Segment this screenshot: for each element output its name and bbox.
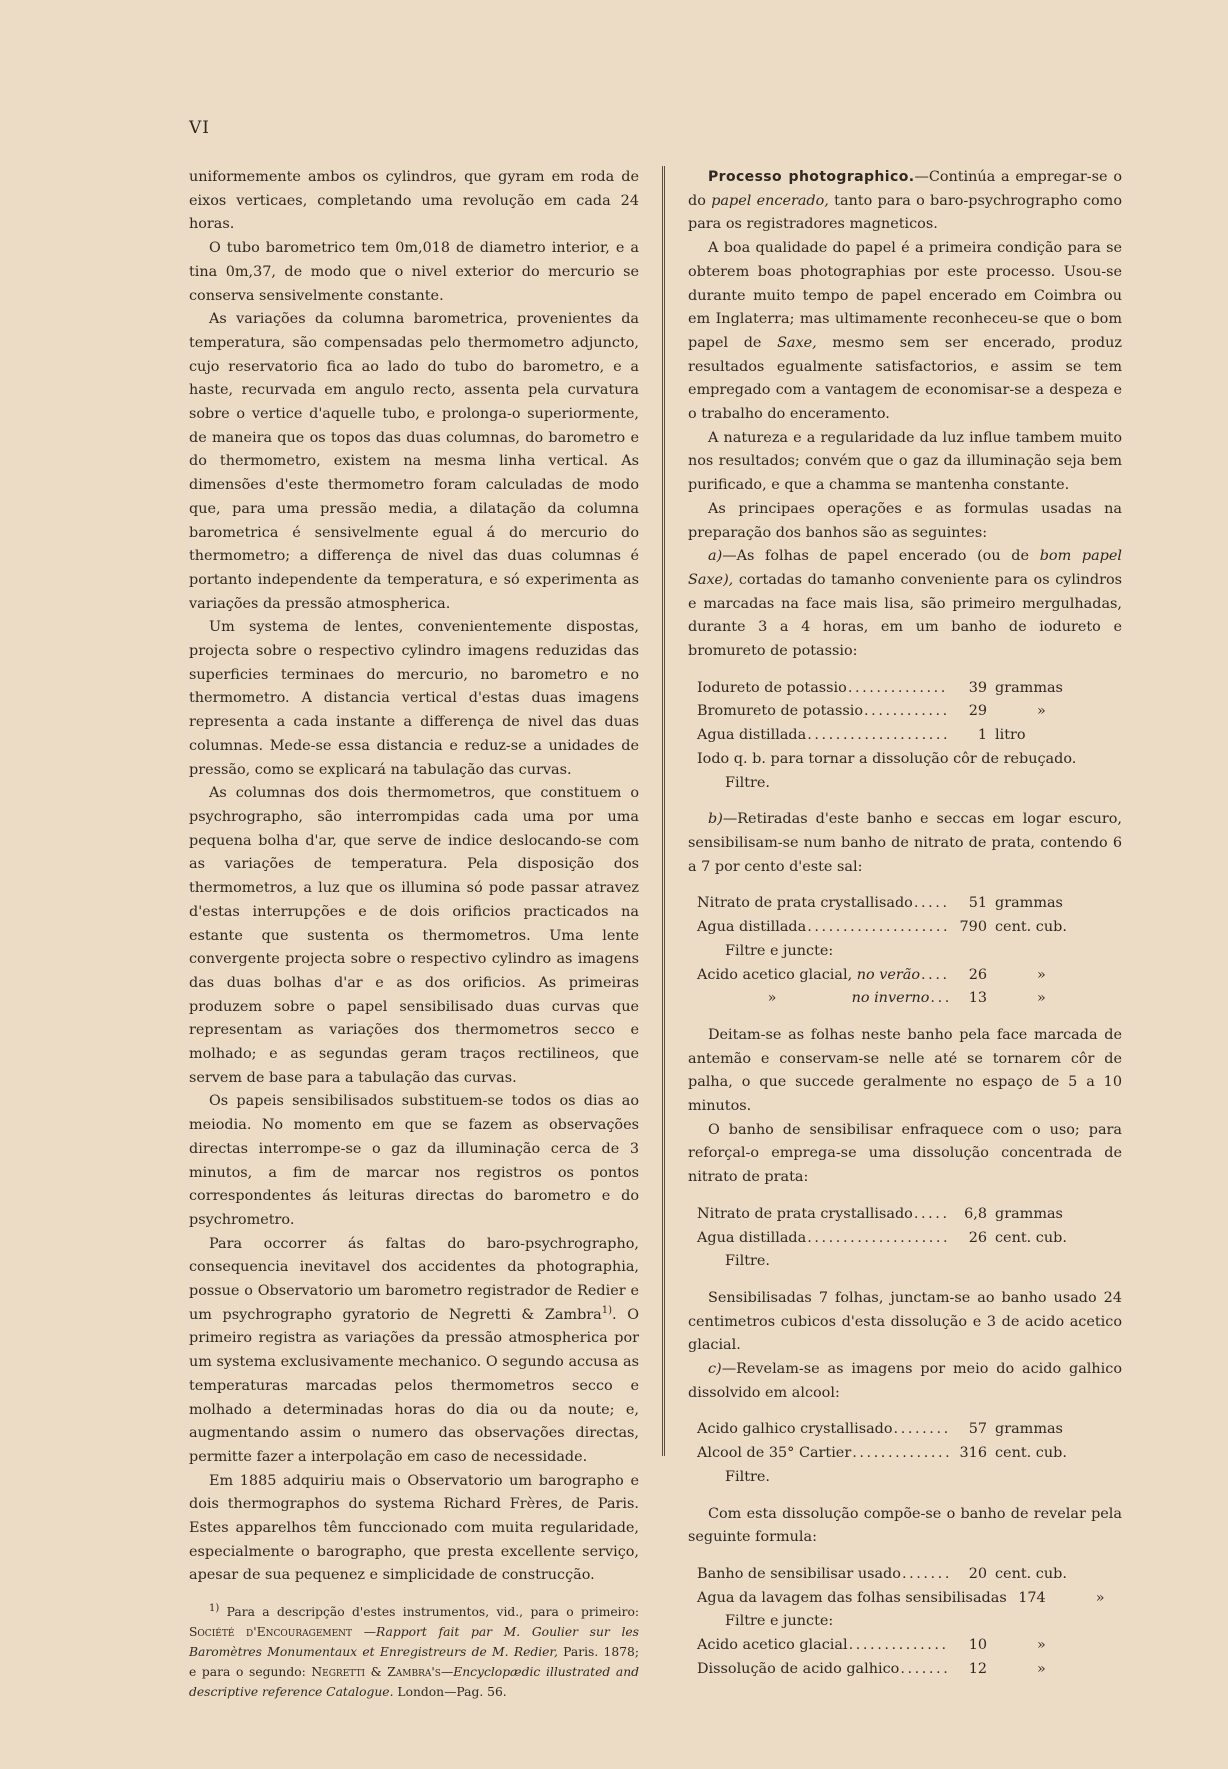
- paragraph: Deitam-se as folhas neste banho pela face marcada de antemão e conservam-se nelle até se tornarem côr de palha, o que succede geralmente no espaço de 5 a 10 minutos.: [688, 1026, 1122, 1115]
- paragraph: A natureza e a regularidade da luz influe tambem muito nos resultados; convém que o gaz da illuminação seja bem purificado, e que a chamma se mantenha constante.: [688, 429, 1122, 494]
- text: cortadas do tamanho conveniente para os cylindros e marcadas na face mais lisa, são primeiro mergulhadas, durante 3 a 4 horas, em um banho de iodureto e bromureto de potassio:: [688, 571, 1122, 660]
- text: —Retiradas d'este banho e seccas em logar escuro, sensibilisam-se num banho de nitrato de prata, contendo 6 a 7 por cento d'este sal:: [688, 811, 1122, 875]
- quantity: 26: [968, 1229, 987, 1246]
- paragraph: Os papeis sensibilisados substituem-se todos os dias ao meiodia. No momento em que se fazem as observações directas interrompe-se o gaz da illuminação cerca de 3 minutos, a fim de marcar nos registros os pontos correspondentes ás leituras directas do barometro e do psychrometro.: [189, 1093, 639, 1228]
- recipe-filter: Filtre.: [725, 1468, 770, 1485]
- quantity: 10: [968, 1637, 987, 1654]
- recipe-row: [697, 677, 1107, 701]
- recipe-row: [697, 1587, 1107, 1611]
- unit: »: [1037, 1660, 1046, 1677]
- paragraph: Com esta dissolução compõe-se o banho de revelar pela seguinte formula:: [688, 1505, 1122, 1546]
- quantity: 51: [968, 895, 987, 912]
- paragraph: Sensibilisadas 7 folhas, junctam-se ao banho usado 24 centimetros cubicos d'esta dissolução e 3 de acido acetico glacial.: [688, 1289, 1122, 1354]
- quantity: 790: [959, 919, 987, 936]
- quantity: 57: [968, 1421, 987, 1438]
- unit: »: [1037, 990, 1046, 1007]
- leader-dots: [807, 724, 949, 748]
- ingredient: Acido galhico crystallisado: [697, 1421, 893, 1438]
- paragraph-step-c: [688, 1358, 1122, 1405]
- quantity: 316: [959, 1445, 987, 1462]
- ditto-mark: »: [767, 990, 777, 1007]
- leader-dots: [807, 1227, 949, 1251]
- recipe-row: [697, 1563, 1107, 1587]
- paragraph: [688, 237, 1122, 427]
- ingredient: [697, 987, 929, 1011]
- right-column: [688, 166, 1122, 1694]
- unit: grammas: [995, 1421, 1063, 1438]
- recipe-filter: Filtre.: [725, 1253, 770, 1270]
- ingredient-season: no inverno: [851, 990, 930, 1007]
- quantity: 29: [968, 703, 987, 720]
- leader-dots: [902, 1563, 949, 1587]
- unit: cent. cub.: [995, 1565, 1067, 1582]
- unit: »: [1037, 1637, 1046, 1654]
- paragraph-step-a: [688, 545, 1122, 664]
- unit: grammas: [995, 679, 1063, 696]
- ingredient: Dissolução de acido galhico: [697, 1660, 900, 1677]
- footnote-text: Paris. 1878; e para o segundo:: [189, 1645, 639, 1680]
- text: A boa qualidade do papel é a primeira condição para se obterem boas photographias por este processo. Usou-se durante muito tempo de papel encerado em Coimbra ou em Inglaterra; mas ultimamente reconheceu-se que o bom papel de: [688, 240, 1122, 351]
- quantity: 12: [968, 1660, 987, 1677]
- footnote-publisher: Negretti & Zambra's: [311, 1665, 441, 1680]
- unit: grammas: [995, 1205, 1063, 1222]
- step-label: a): [708, 548, 723, 565]
- recipe-row: [697, 964, 1107, 988]
- quantity: 39: [968, 679, 987, 696]
- recipe-row: [697, 1418, 1107, 1442]
- recipe-row: [697, 987, 1107, 1011]
- footnote-reference: 1): [601, 1304, 613, 1316]
- ingredient: Alcool de 35° Cartier: [697, 1445, 852, 1462]
- unit: cent. cub.: [995, 919, 1067, 936]
- left-column: [189, 166, 639, 1702]
- footnote-publisher: Société d'Encouragement: [189, 1625, 353, 1640]
- leader-dots: [930, 987, 949, 1011]
- footnote-text: Para a descripção d'estes instrumentos, vid., para o primeiro:: [226, 1605, 639, 1620]
- recipe-revelar: [697, 1563, 1107, 1682]
- quantity: 26: [968, 966, 987, 983]
- paragraph-step-b: [688, 808, 1122, 879]
- quantity: 174: [1018, 1589, 1046, 1606]
- ingredient-name: Acido acetico glacial,: [697, 966, 853, 983]
- ingredient: [697, 964, 920, 988]
- leader-dots: [852, 1442, 949, 1466]
- ingredient: Nitrato de prata crystallisado: [697, 1205, 913, 1222]
- ingredient: Agua distillada: [697, 1229, 807, 1246]
- unit: »: [1037, 703, 1046, 720]
- section-heading: Processo photographico.: [708, 169, 915, 185]
- ingredient: Agua distillada: [697, 919, 807, 936]
- recipe-row: [697, 724, 1107, 748]
- paragraph-intro: [688, 166, 1122, 237]
- recipe-nitrato: [697, 892, 1107, 1011]
- recipe-row: [697, 892, 1107, 916]
- footnote: [189, 1602, 639, 1702]
- paragraph: As columnas dos dois thermometros, que constituem o psychrographo, são interrompidas cada uma por uma pequena bolha d'ar, que serve de indice deslocando-se com as variações de temperatura. Pela disposição dos thermometros, a luz que os illumina só pode passar atravez d'estas interrupções e de dois orificios practicados na estante que sustenta os thermometros. Uma lente convergente projecta sobre o respectivo cylindro as imagens das duas bolhas d'ar e as dos orificios. As primeiras produzem sobre o papel sensibilisado duas curvas que representam as variações dos thermometros secco e molhado; e as segundas geram traços rectilineos, que servem de base para a tabulação das curvas.: [189, 785, 639, 1086]
- leader-dots: [864, 700, 949, 724]
- step-label: b): [708, 811, 723, 828]
- footnote-title: Rapport fait par M. Goulier sur les Baromètres Monumentaux et Enregistreurs de M. Redier,: [189, 1625, 639, 1660]
- quantity: 1: [977, 727, 987, 744]
- recipe-row: [697, 1658, 1107, 1682]
- paragraph: O banho de sensibilisar enfraquece com o uso; para reforçal-o emprega-se uma dissolução concentrada de nitrato de prata:: [688, 1121, 1122, 1186]
- ingredient: Nitrato de prata crystallisado: [697, 895, 913, 912]
- unit: litro: [995, 727, 1026, 744]
- ingredient: Agua distillada: [697, 727, 807, 744]
- footnote-title: Encyclopædic illustrated and descriptive reference Catalogue.: [189, 1665, 639, 1700]
- recipe-row: [697, 916, 1107, 940]
- footnote-dash: —: [440, 1665, 454, 1680]
- ingredient: Banho de sensibilisar usado: [697, 1565, 901, 1582]
- recipe-reforco: [697, 1203, 1107, 1274]
- footnote-dash: —: [363, 1625, 377, 1640]
- unit: »: [1037, 966, 1046, 983]
- text: Para occorrer ás faltas do baro-psychrographo, consequencia inevitavel dos accidentes da photographia, possue o Observatorio um barometro registrador de Redier e um psychrographo gyratorio de Negretti & Zambra: [189, 1235, 639, 1323]
- recipe-filter: Filtre e juncte:: [725, 1613, 834, 1630]
- recipe-filter: Filtre e juncte:: [725, 942, 834, 959]
- ingredient: Iodureto de potassio: [697, 679, 847, 696]
- text-italic: Saxe,: [777, 334, 817, 351]
- ingredient: Acido acetico glacial: [697, 1637, 848, 1654]
- quantity: 13: [968, 990, 987, 1007]
- recipe-iodureto: [697, 677, 1107, 796]
- unit: »: [1095, 1589, 1105, 1606]
- text-italic: bom papel Saxe),: [688, 548, 1122, 588]
- leader-dots: [921, 964, 949, 988]
- leader-dots: [894, 1418, 949, 1442]
- paragraph-baro-psychrographo: [189, 1233, 639, 1470]
- paragraph: Um systema de lentes, convenientemente dispostas, projecta sobre o respectivo cylindro imagens reduzidas das superficies terminaes do mercurio, no barometro e no thermometro. A distancia vertical d'estas duas imagens representa a cada instante a differença de nivel das duas columnas. Mede-se essa distancia e reduz-se a unidades de pressão, como se explicará na tabulação das curvas.: [189, 619, 639, 778]
- leader-dots: [849, 1634, 949, 1658]
- paragraph: uniformemente ambos os cylindros, que gyram em roda de eixos verticaes, completando uma revolução em cada 24 horas.: [189, 169, 639, 233]
- quantity: 20: [968, 1565, 987, 1582]
- unit: cent. cub.: [995, 1445, 1067, 1462]
- quantity: 6,8: [964, 1205, 987, 1222]
- text: —As folhas de papel encerado (ou de: [722, 548, 1030, 565]
- ingredient: Bromureto de potassio: [697, 703, 864, 720]
- paragraph: O tubo barometrico tem 0m,018 de diametro interior, e a tina 0m,37, de modo que o nivel exterior do mercurio se conserva sensivelmente constante.: [189, 240, 639, 304]
- recipe-row: [697, 1634, 1107, 1658]
- leader-dots: [914, 892, 949, 916]
- text-italic: papel encerado,: [711, 192, 829, 209]
- page-number: VI: [189, 118, 210, 138]
- leader-dots: [807, 916, 949, 940]
- recipe-row: [697, 1203, 1107, 1227]
- text: . O primeiro registra as variações da pressão atmospherica por um systema exclusivamente mechanico. O segundo accusa as temperaturas marcadas pelos thermometros secco e molhado a determinadas horas do dia ou da noute; e, augmentando assim o numero das observações directas, permitte fazer a interpolação em caso de necessidade.: [189, 1306, 640, 1465]
- leader-dots: [848, 677, 949, 701]
- text: tanto para o baro-psychrographo como para os registradores magneticos.: [688, 192, 1122, 233]
- recipe-row: [697, 1442, 1107, 1466]
- text: —Revelam-se as imagens por meio do acido galhico dissolvido em alcool:: [688, 1361, 1122, 1401]
- column-rule: [662, 166, 665, 1456]
- text: mesmo sem ser encerado, produz resultados egualmente satisfactorios, e assim se tem empregado com a vantagem de economisar-se a despeza e o trabalho do enceramento.: [688, 334, 1122, 423]
- unit: grammas: [995, 895, 1063, 912]
- leader-dots: [900, 1658, 949, 1682]
- recipe-filter: Filtre.: [725, 774, 770, 791]
- ingredient: Agua da lavagem das folhas sensibilisadas: [697, 1589, 1007, 1606]
- paragraph: As variações da columna barometrica, provenientes da temperatura, são compensadas pelo thermometro adjuncto, cujo reservatorio fica ao lado do tubo do barometro, e a haste, recurvada em angulo recto, assenta pela curvatura sobre o vertice d'aquelle tubo, e prolonga-o superiormente, de maneira que os topos das duas columnas, do barometro e do thermometro, existem na mesma linha vertical. As dimensões d'este thermometro foram calculadas de modo que, para uma pressão media, a dilatação da columna barometrica é sensivelmente egual á do mercurio do thermometro; a differença de nivel das duas columnas é portanto independente da temperatura, e só experimenta as variações da pressão atmospherica.: [189, 311, 639, 612]
- footnote-text: London—Pag. 56.: [397, 1685, 507, 1700]
- footnote-mark: 1): [209, 1603, 220, 1615]
- unit: cent. cub.: [995, 1229, 1067, 1246]
- paragraph: Em 1885 adquiriu mais o Observatorio um barographo e dois thermographos do systema Richard Frères, de Paris. Estes apparelhos têm funccionado com muita regularidade, especialmente o barographo, que presta excellente serviço, apesar de sua pequenez e simplicidade de construcção.: [189, 1472, 639, 1584]
- ingredient-season: no verão: [856, 966, 921, 983]
- text: —Continúa a empregar-se o do: [688, 169, 1122, 209]
- recipe-row: [697, 1227, 1107, 1251]
- leader-dots: [914, 1203, 949, 1227]
- recipe-note: Iodo q. b. para tornar a dissolução côr de rebuçado.: [697, 750, 1077, 767]
- paragraph: As principaes operações e as formulas usadas na preparação dos banhos são as seguintes:: [688, 500, 1122, 541]
- recipe-acido-galhico: [697, 1418, 1107, 1489]
- recipe-row: [697, 700, 1107, 724]
- step-label: c): [708, 1361, 722, 1378]
